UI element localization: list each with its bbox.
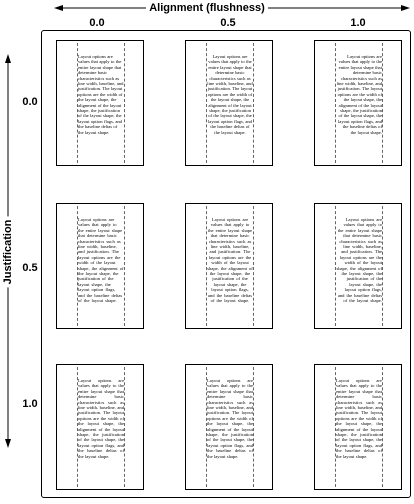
sample-page-j2-a1 bbox=[185, 364, 273, 490]
justification-label-0: 0.0 bbox=[22, 96, 38, 108]
sample-paragraph: Layout options are values that apply to the entire layout shape that determine basic characteristics such as line width, baseline, and justification. The layout options are the width of the layout shape, the alignment of the layout shape, the justification of the layout shape, the layout option flags, and the baseline deltas of the layout shape. bbox=[336, 54, 382, 135]
sample-paragraph: Layout options are values that apply to the entire layout shape that determine basic characteristics such as line width, baseline, and justification. The layout options are the width of the layout shape, the alignment of the layout shape, the justification of the layout shape, the layout option flags, and the baseline deltas of the layout shape. bbox=[78, 217, 124, 304]
sample-page-j0-a2 bbox=[314, 40, 402, 166]
guide-right bbox=[253, 206, 254, 326]
guide-right bbox=[382, 43, 383, 163]
sample-page-j1-a2 bbox=[314, 203, 402, 329]
sample-page-j0-a0 bbox=[56, 40, 144, 166]
justification-axis-title: Justification bbox=[2, 217, 14, 288]
justification-label-1: 0.5 bbox=[22, 262, 38, 274]
sample-paragraph: Layout options are values that apply to the entire layout shape that determine basic characteristics such as line width, baseline, and justification. The layout options are the width of the layout shape, the alignment of the layout shape, the justification of the layout shape, the layout option flags, and the baseline deltas of the layout shape. bbox=[336, 217, 382, 304]
guide-right bbox=[124, 367, 125, 487]
guide-right bbox=[382, 206, 383, 326]
guide-right bbox=[124, 43, 125, 163]
sample-page-j0-a1 bbox=[185, 40, 273, 166]
guide-right bbox=[253, 43, 254, 163]
guide-right bbox=[382, 367, 383, 487]
sample-paragraph: Layout options are values that apply to the entire layout shape that determine basic characteristics such as line width, baseline, and justification. The layout options are the width of the layout shape, the alignment of the layout shape, the justification of the layout shape, the layout option flags, and the baseline deltas of the layout shape. bbox=[78, 378, 124, 459]
alignment-label-2: 1.0 bbox=[350, 17, 366, 29]
guide-right bbox=[253, 367, 254, 487]
sample-page-j2-a0 bbox=[56, 364, 144, 490]
sample-page-j1-a1 bbox=[185, 203, 273, 329]
sample-paragraph: Layout options are values that apply to the entire layout shape that determine basic characteristics such as line width, baseline, and justification. The layout options are the width of the layout shape, the alignment of the layout shape, the justification of the layout shape, the layout option flags, and the baseline deltas of the layout shape. bbox=[207, 217, 253, 304]
alignment-label-1: 0.5 bbox=[220, 17, 236, 29]
sample-paragraph: Layout options are values that apply to the entire layout shape that determine basic characteristics such as line width, baseline, and justification. The layout options are the width of the layout shape, the alignment of the layout shape, the justification of the layout shape, the layout option flags, and the baseline deltas of the layout shape. bbox=[336, 378, 382, 459]
sample-paragraph: Layout options are values that apply to the entire layout shape that determine basic characteristics such as line width, baseline, and justification. The layout options are the width of the layout shape, the alignment of the layout shape, the justification of the layout shape, the layout option flags, and the baseline deltas of the layout shape. bbox=[207, 54, 253, 135]
sample-paragraph: Layout options are values that apply to the entire layout shape that determine basic characteristics such as line width, baseline, and justification. The layout options are the width of the layout shape, the alignment of the layout shape, the justification of the layout shape, the layout option flags, and the baseline deltas of the layout shape. bbox=[78, 54, 124, 135]
sample-page-j2-a2 bbox=[314, 364, 402, 490]
sample-paragraph: Layout options are values that apply to the entire layout shape that determine basic characteristics such as line width, baseline, and justification. The layout options are the width of the layout shape, the alignment of the layout shape, the justification of the layout shape, the layout option flags, and the baseline deltas of the layout shape. bbox=[207, 378, 253, 459]
sample-page-j1-a0 bbox=[56, 203, 144, 329]
alignment-axis-title: Alignment (flushness) bbox=[0, 2, 414, 14]
justification-label-2: 1.0 bbox=[22, 398, 38, 410]
guide-right bbox=[124, 206, 125, 326]
alignment-label-0: 0.0 bbox=[89, 17, 105, 29]
